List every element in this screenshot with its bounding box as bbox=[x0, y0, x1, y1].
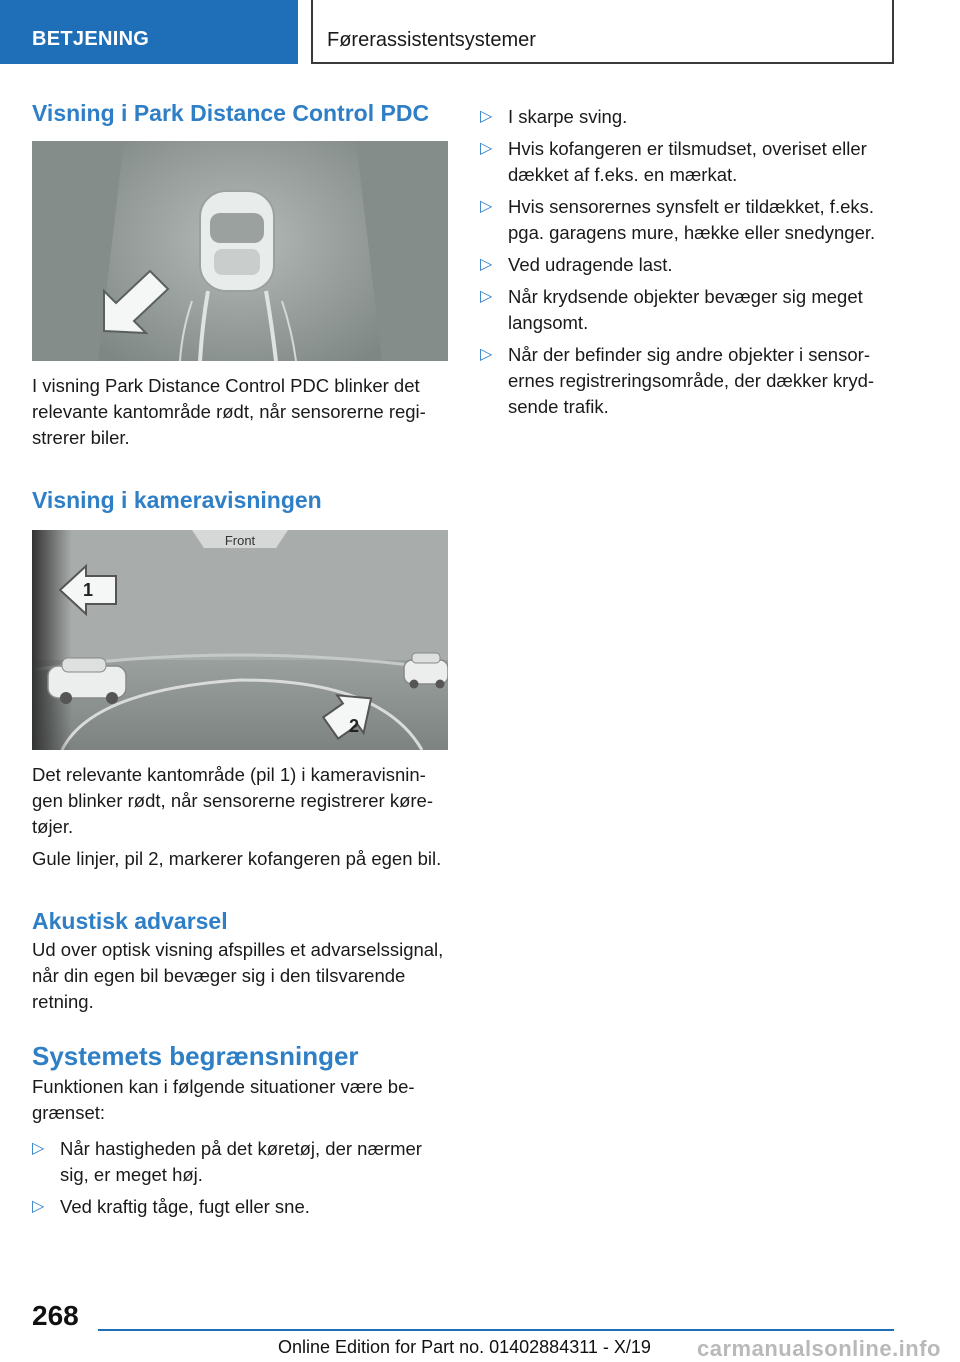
list-item: ▷ Hvis sensorernes synsfelt er tildækket, f.eks. pga. garagens mure, hække eller snedynger. bbox=[480, 196, 876, 243]
limits-intro: Funktionen kan i følgende situationer være begrænset: bbox=[32, 1076, 415, 1123]
bullet-triangle-icon: ▷ bbox=[32, 1198, 45, 1215]
page-number: 268 bbox=[32, 1300, 79, 1331]
pdc-view-figure bbox=[32, 141, 448, 361]
yellow-lines-description: Gule linjer, pil 2, markerer kofangeren på egen bil. bbox=[32, 848, 442, 869]
left-column bbox=[32, 100, 448, 1220]
heading-acoustic-warning: Akustisk advarsel bbox=[32, 908, 228, 934]
bullet-triangle-icon: ▷ bbox=[480, 256, 493, 273]
limits-list-left bbox=[32, 1136, 448, 1220]
watermark: carmanualsonline.info bbox=[697, 1336, 941, 1361]
bullet-triangle-icon: ▷ bbox=[32, 1140, 45, 1157]
bullet-triangle-icon: ▷ bbox=[480, 346, 493, 363]
header-section-tab bbox=[0, 0, 298, 64]
list-item: ▷ I skarpe sving. bbox=[480, 104, 900, 130]
arrow-1-number: 1 bbox=[82, 580, 94, 600]
camera-description: Det relevante kantområde (pil 1) i kameravisningen blinker rødt, når sensorerne registrerer køretøjer. bbox=[32, 764, 433, 837]
list-item: ▷ Hvis kofangeren er tilsmudset, overiset eller dækket af f.eks. en mærkat. bbox=[480, 138, 867, 185]
list-item: ▷ Når der befinder sig andre objekter i sensorernes registreringsområde, der dækker krydsende trafik. bbox=[480, 344, 875, 417]
heading-system-limits: Systemets begrænsninger bbox=[32, 1041, 359, 1071]
bullet-triangle-icon: ▷ bbox=[480, 140, 493, 157]
pdc-description: I visning Park Distance Control PDC blinker det relevante kantområde rødt, når sensorerne registrerer biler. bbox=[32, 375, 426, 448]
front-label: Front bbox=[224, 533, 256, 548]
front-label-tab bbox=[192, 530, 288, 548]
header-section-label: BETJENING bbox=[32, 28, 150, 50]
header-chapter-label: Førerassistentsystemer bbox=[327, 29, 536, 51]
list-item: ▷ Når krydsende objekter bevæger sig meget langsomt. bbox=[480, 286, 863, 333]
list-item: ▷ Ved udragende last. bbox=[480, 252, 900, 278]
bullet-triangle-icon: ▷ bbox=[480, 198, 493, 215]
list-item: ▷ Ved kraftig tåge, fugt eller sne. bbox=[32, 1194, 448, 1220]
header-chapter-box bbox=[311, 0, 894, 64]
arrow-2-number: 2 bbox=[348, 716, 360, 736]
footer-divider bbox=[98, 1329, 894, 1331]
car-top-view-icon bbox=[200, 191, 274, 291]
camera-view-figure bbox=[32, 530, 448, 750]
heading-camera-view: Visning i kameravisningen bbox=[32, 487, 322, 513]
bullet-triangle-icon: ▷ bbox=[480, 108, 493, 125]
heading-pdc-view: Visning i Park Distance Control PDC bbox=[32, 100, 430, 126]
bullet-triangle-icon: ▷ bbox=[480, 288, 493, 305]
limits-list-right bbox=[480, 104, 900, 420]
list-item: ▷ Når hastigheden på det køretøj, der nærmer sig, er meget høj. bbox=[32, 1138, 422, 1185]
footer-edition: Online Edition for Part no. 01402884311 - X/19 bbox=[278, 1337, 651, 1357]
right-column bbox=[480, 104, 900, 420]
acoustic-description: Ud over optisk visning afspilles et advarselssignal, når din egen bil bevæger sig i den tilsvarende retning. bbox=[32, 939, 444, 1012]
